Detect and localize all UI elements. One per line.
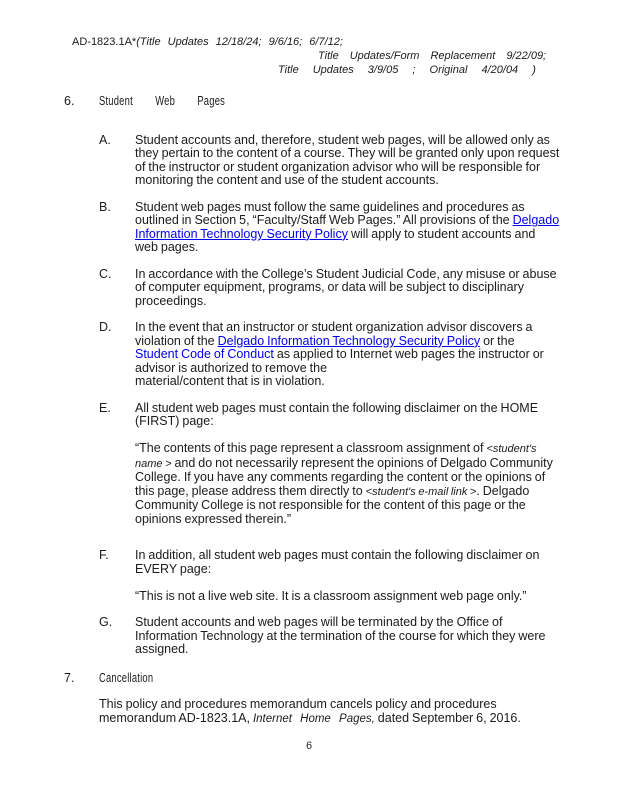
list-item-f (99, 549, 618, 603)
list-item-d (99, 321, 618, 389)
list-item-c (99, 268, 618, 309)
section-6-number: 6. (64, 94, 75, 109)
page-number: 6 (305, 740, 313, 753)
section-6 (0, 95, 618, 657)
header-revision-line-1 (72, 36, 618, 50)
cancellation-text-before: This policy and procedures memorandum cancels policy and procedures memorandum AD-1823.1A, (99, 697, 497, 725)
item-c-letter: C. (99, 266, 112, 281)
section-7 (0, 672, 618, 727)
item-b-text (135, 201, 560, 255)
cancelled-memo-title: Internet Home Pages, (252, 712, 375, 725)
student-code-of-conduct-link[interactable]: Student Code of Conduct (135, 347, 274, 362)
disclaimer-part-3: . Delgado Community College is not responsible for the content of this page or the opinions expressed therein.” (135, 483, 530, 526)
disclaimer-part-1: “The contents of this page represent a classroom assignment of (135, 441, 487, 456)
item-g-text: Student accounts and web pages will be terminated by the Office of Information Technology at the termination of the course for which they were assigned. (135, 615, 546, 657)
item-d-text-4: material/content that is in violation. (135, 374, 325, 389)
item-f-intro: In addition, all student web pages must contain the following disclaimer on EVERY page: (135, 548, 540, 576)
header-revision-line-3: Title Updates 3/9/05 ; Original 4/20/04 ) (278, 63, 536, 76)
cancellation-text-after: dated September 6, 2016. (374, 710, 521, 725)
item-d-letter: D. (99, 320, 112, 335)
disclaimer-part-2: and do not necessarily represent the opinions of Delgado Community College. If you have any comments regarding the content or the opinions of this page, please address them directly to (135, 455, 553, 498)
item-d-text (135, 321, 560, 389)
item-b-text-before-link: Student web pages must follow the same guidelines and procedures as outlined in Section 5, “Faculty/Staff Web Pages.” All provisions of the (135, 199, 525, 228)
section-6-item-list (99, 134, 618, 657)
section-7-title: Cancellation (99, 670, 154, 685)
list-item-g (99, 616, 618, 657)
list-item-b (99, 201, 618, 255)
item-e-intro: All student web pages must contain the following disclaimer on the HOME (FIRST) page: (135, 400, 539, 429)
item-f-letter: F. (99, 548, 109, 563)
section-7-heading (64, 672, 618, 686)
document-number: AD-1823.1A* (72, 36, 137, 48)
item-a-text: Student accounts and, therefore, student web pages, will be allowed only as they pertain to the content of a course. They will be granted only upon request of the instructor or student organization advisor who will be responsible for monitoring the content and use of the student accounts. (135, 132, 560, 188)
header-title-updates-recent: (Title Updates 12/18/24; 9/6/16; 6/7/12; (136, 36, 343, 48)
home-page-disclaimer-quote (135, 442, 560, 526)
item-e-letter: E. (99, 400, 111, 415)
item-f-body (135, 549, 560, 603)
section-7-number: 7. (64, 670, 75, 685)
student-email-placeholder: <student's e-mail link > (365, 485, 477, 498)
security-policy-link-2[interactable]: Delgado Information Technology Security Policy (217, 333, 481, 348)
item-b-text-after-link: will apply to student accounts and web pages. (135, 226, 536, 255)
item-a-letter: A. (99, 132, 111, 147)
item-e-body (135, 402, 560, 527)
header-revision-line-2: Title Updates/Form Replacement 9/22/09; (318, 49, 547, 62)
item-c-text: In accordance with the College’s Student Judicial Code, any misuse or abuse of computer equipment, programs, or data will be subject to disciplinary proceedings. (135, 266, 557, 308)
document-header (72, 0, 618, 77)
section-6-title: Student Web Pages (99, 94, 226, 109)
security-policy-link[interactable]: Delgado Information Technology Security Policy (135, 213, 560, 241)
student-name-placeholder: <student's name > (135, 443, 537, 470)
item-g-letter: G. (99, 615, 113, 630)
cancellation-paragraph (99, 698, 554, 726)
every-page-disclaimer-quote: “This is not a live web site. It is a classroom assignment web page only.” (135, 588, 527, 603)
item-b-letter: B. (99, 199, 111, 214)
section-6-heading (64, 95, 618, 109)
page-footer (0, 740, 618, 754)
list-item-e (99, 402, 618, 527)
item-d-text-3: as applied to Internet web pages the instructor or advisor is authorized to remove the (135, 347, 544, 375)
item-d-text-1: In the event that an instructor or student organization advisor discovers a violation of the (135, 320, 533, 348)
item-d-text-2: or the (480, 333, 515, 348)
list-item-a (99, 134, 618, 188)
